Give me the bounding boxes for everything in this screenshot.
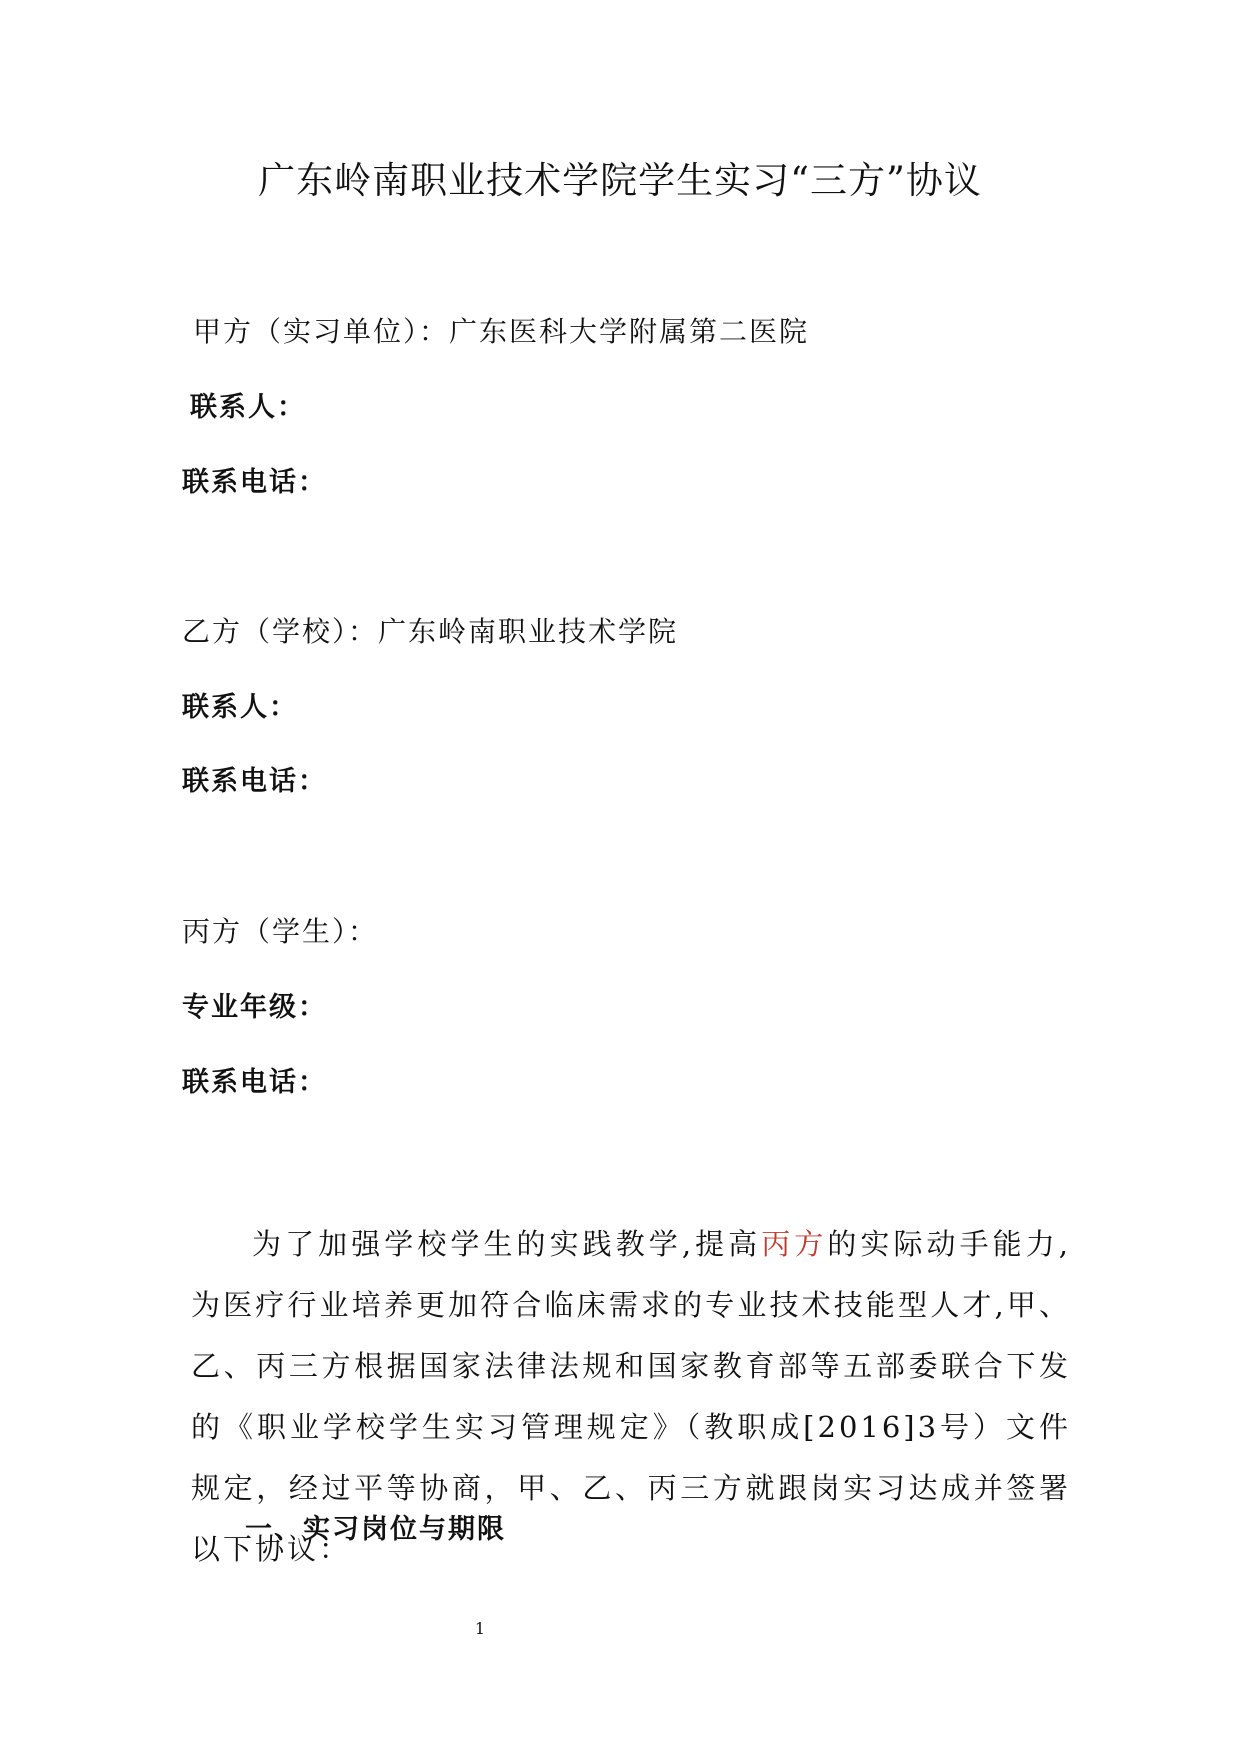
party-c-phone-label: 联系电话：	[182, 1067, 327, 1098]
party-a-line: 甲方（实习单位）：广东医科大学附属第二医院	[193, 315, 810, 348]
party-c-major-label: 专业年级：	[182, 992, 327, 1023]
party-b-line: 乙方（学校）：广东岭南职业技术学院	[182, 615, 679, 648]
document-title: 广东岭南职业技术学院学生实习“三方”协议	[258, 159, 982, 202]
party-c-line: 丙方（学生）：	[182, 915, 379, 948]
preamble-part2: 的实际动手能力,为医疗行业培养更加符合临床需求的专业技术技能型人才,甲、乙、丙三方根据国家法律法规和国家教育部等五部委联合下发的《职业学校学生实习管理规定》（教职成[2016]3号）文件规定，经过平等协商，甲、乙、丙三方就跟岗实习达成并签署以下协议：	[191, 1227, 1071, 1566]
preamble-part1: 为了加强学校学生的实践教学,提高	[251, 1227, 762, 1261]
party-b-contact-label: 联系人：	[182, 692, 298, 723]
section-1-heading: 一、实习岗位与期限	[245, 1514, 506, 1545]
party-b-phone-label: 联系电话：	[182, 766, 327, 797]
party-a-contact-label: 联系人：	[190, 392, 306, 423]
page-number: 1	[474, 1619, 486, 1638]
preamble-highlight: 丙方	[761, 1227, 828, 1261]
party-a-phone-label: 联系电话：	[182, 467, 327, 498]
